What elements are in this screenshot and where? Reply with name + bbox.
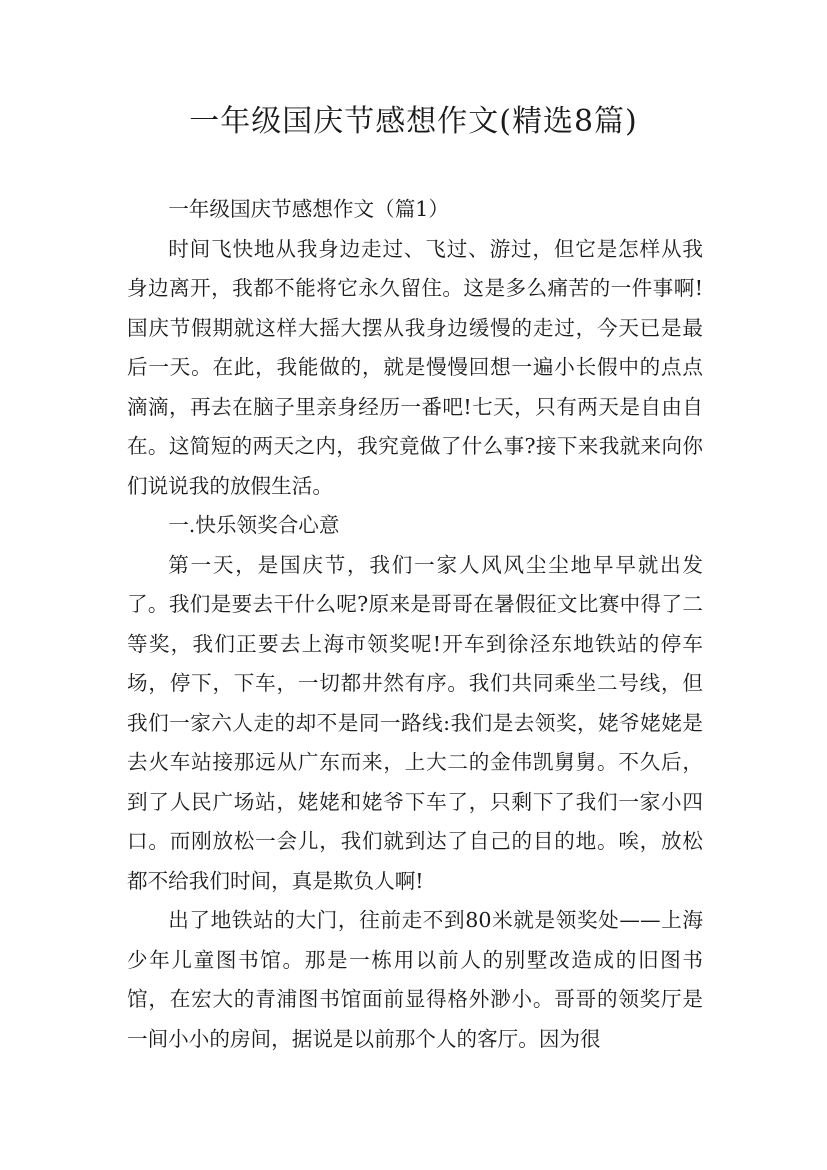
paragraph: 第一天，是国庆节，我们一家人风风尘尘地早早就出发了。我们是要去干什么呢?原来是哥哥在暑假征文比赛中得了二等奖，我们正要去上海市领奖呢!开车到徐泾东地铁站的停车场，停下，下车，一切都井然有序。我们共同乘坐二号线，但我们一家六人走的却不是同一路线:我们是去领奖，姥爷姥姥是去火车站接那远从广东而来，上大二的金伟凯舅舅。不久后，到了人民广场站，姥姥和姥爷下车了，只剩下了我们一家小四口。而刚放松一会儿，我们就到达了自己的目的地。唉，放松都不给我们时间，真是欺负人啊! bbox=[127, 552, 703, 893]
subsection-heading: 一.快乐领奖合心意 bbox=[168, 513, 340, 537]
section-heading-1: 一年级国庆节感想作文（篇1） bbox=[168, 197, 450, 221]
document-title: 一年级国庆节感想作文(精选8篇) bbox=[189, 104, 638, 139]
paragraph: 出了地铁站的大门，往前走不到80米就是领奖处——上海少年儿童图书馆。那是一栋用以前人的别墅改造成的旧图书馆，在宏大的青浦图书馆面前显得格外渺小。哥哥的领奖厅是一间小小的房间，据说是以前那个人的客厅。因为很 bbox=[127, 908, 703, 1051]
paragraph: 时间飞快地从我身边走过、飞过、游过，但它是怎样从我身边离开，我都不能将它永久留住。这是多么痛苦的一件事啊!国庆节假期就这样大摇大摆从我身边缓慢的走过，今天已是最后一天。在此，我能做的，就是慢慢回想一遍小长假中的点点滴滴，再去在脑子里亲身经历一番吧!七天，只有两天是自由自在。这简短的两天之内，我究竟做了什么事?接下来我就来向你们说说我的放假生活。 bbox=[127, 236, 703, 498]
document-body bbox=[127, 190, 703, 1059]
